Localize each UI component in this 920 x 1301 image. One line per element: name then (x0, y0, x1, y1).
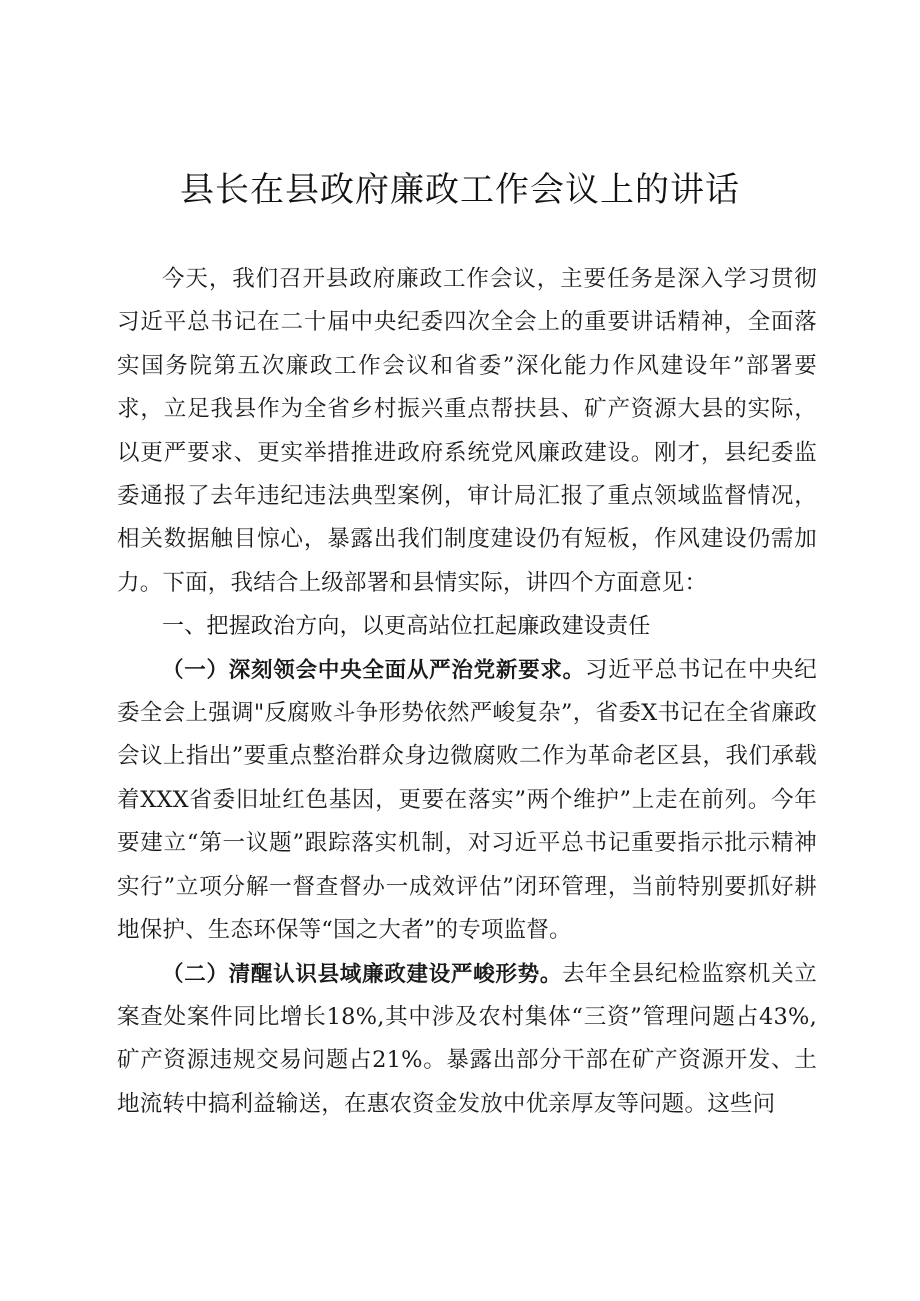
point-2-text: 去年全县纪检监察机关立案查处案件同比增长18%,其中涉及农村集体“三资”管理问题占43%,矿产资源违规交易问题占21%。暴露出部分干部在矿产资源开发、土地流转中搞利益输送，在惠农资金发放中优亲厚友等问题。这些问 (117, 960, 817, 1117)
point-2-paragraph (117, 953, 817, 1127)
document-title: 县长在县政府廉政工作会议上的讲话 (180, 170, 740, 210)
point-1-paragraph (117, 649, 817, 953)
document-body (117, 258, 817, 1126)
section-1-heading: 一、把握政治方向，以更高站位扛起廉政建设责任 (162, 614, 651, 640)
point-2-lead: （二）清醒认识县域廉政建设严峻形势。 (162, 961, 563, 987)
point-1-text: 习近平总书记在中央纪委全会上强调"反腐败斗争形势依然严峻复杂”，省委X书记在全省廉政会议上指出”要重点整治群众身边微腐败二作为革命老区县，我们承载着XXX省委旧址红色基因，更要在落实”两个维护”上走在前列。今年要建立“第一议题”跟踪落实机制，对习近平总书记重要指示批示精神实行”立项分解一督查督办一成效评估”闭环管理，当前特别要抓好耕地保护、生态环保等“国之大者”的专项监督。 (117, 656, 817, 944)
intro-paragraph: 今天，我们召开县政府廉政工作会议，主要任务是深入学习贯彻习近平总书记在二十届中央纪委四次全会上的重要讲话精神，全面落实国务院第五次廉政工作会议和省委”深化能力作风建设年”部署要求，立足我县作为全省乡村振兴重点帮扶县、矿产资源大县的实际，以更严要求、更实举措推进政府系统党风廉政建设。刚才，县纪委监委通报了去年违纪违法典型案例，审计局汇报了重点领域监督情况，相关数据触目惊心，暴露出我们制度建设仍有短板，作风建设仍需加力。下面，我结合上级部署和县情实际，讲四个方面意见： (117, 266, 817, 596)
point-1-lead: （一）深刻领会中央全面从严治党新要求。 (162, 657, 585, 683)
